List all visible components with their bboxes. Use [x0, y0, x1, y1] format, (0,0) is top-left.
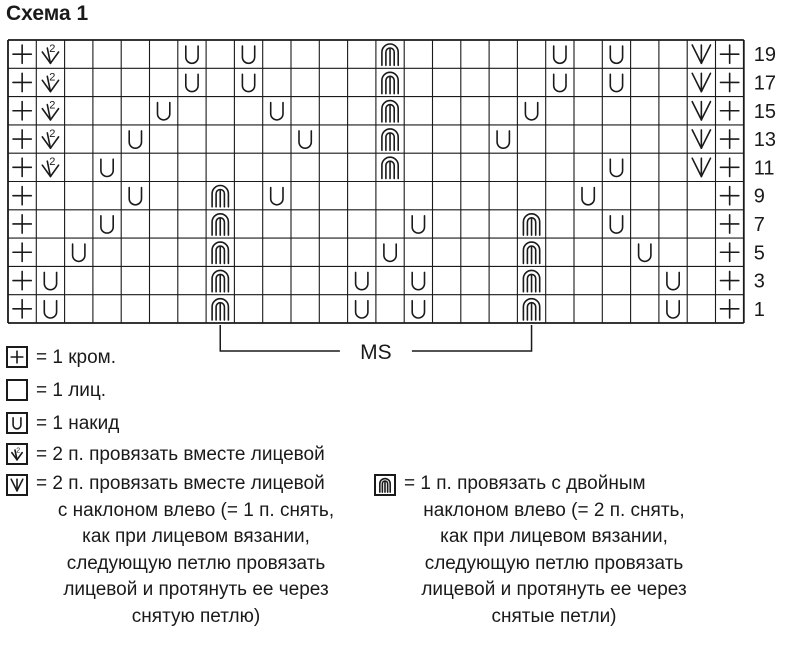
chart-cell: [659, 68, 687, 96]
chart-cell: [433, 68, 461, 96]
chart-cell: [93, 295, 121, 323]
chart-cell: [461, 40, 489, 68]
chart-cell: [348, 125, 376, 153]
chart-cell: [93, 40, 121, 68]
chart-cell: [178, 238, 206, 266]
chart-cell: [489, 295, 517, 323]
chart-cell: [489, 238, 517, 266]
edge-stitch-icon: [6, 346, 28, 368]
chart-cell: [234, 210, 262, 238]
chart-cell: [150, 40, 178, 68]
chart-cell: [517, 153, 545, 181]
chart-cell: [574, 238, 602, 266]
chart-cell: [178, 295, 206, 323]
chart-cell: [574, 295, 602, 323]
chart-cell: [489, 68, 517, 96]
chart-cell: [178, 153, 206, 181]
legend-line: = 1 п. провязать с двойным: [404, 473, 646, 494]
chart-cell: [206, 125, 234, 153]
chart-cell: [461, 182, 489, 210]
chart-cell: [631, 68, 659, 96]
chart-cell: [376, 266, 404, 294]
chart-cell: [36, 182, 64, 210]
chart-cell: [348, 182, 376, 210]
row-number: 15: [753, 100, 777, 123]
chart-cell: [404, 125, 432, 153]
legend-line: следующую петлю провязать: [424, 552, 684, 574]
legend-line: лицевой и протянуть ее через: [63, 579, 329, 600]
chart-cell: [574, 125, 602, 153]
row-number: 7: [753, 213, 765, 236]
svg-text:2: 2: [16, 447, 21, 455]
chart-cell: [348, 210, 376, 238]
chart-cell: [659, 210, 687, 238]
chart-cell: [461, 238, 489, 266]
legend-text: = 1 кром.: [36, 347, 117, 368]
legend-line: снятую петлю): [131, 605, 261, 627]
chart-cell: [517, 125, 545, 153]
legend-line: с наклоном влево (= 1 п. снять,: [57, 499, 335, 521]
chart-cell: [234, 238, 262, 266]
chart-cell: [319, 295, 347, 323]
chart-cell: [65, 210, 93, 238]
k2tog-icon: [6, 443, 28, 465]
chart-cell: [121, 97, 149, 125]
chart-cell: [433, 238, 461, 266]
chart-cell: [93, 125, 121, 153]
chart-cell: [546, 295, 574, 323]
chart-cell: [687, 266, 715, 294]
chart-cell: [546, 125, 574, 153]
chart-cell: [291, 295, 319, 323]
chart-cell: [291, 153, 319, 181]
chart-cell: [178, 125, 206, 153]
chart-cell: [404, 97, 432, 125]
chart-cell: [461, 295, 489, 323]
chart-cell: [461, 210, 489, 238]
chart-cell: [574, 210, 602, 238]
chart-cell: [291, 182, 319, 210]
legend-text: = 2 п. провязать вместе лицевой: [36, 444, 325, 465]
chart-cell: [206, 153, 234, 181]
chart-cell: [546, 153, 574, 181]
double-decrease-icon: [374, 474, 396, 496]
chart-cell: [433, 266, 461, 294]
chart-cell: [36, 238, 64, 266]
chart-cell: [602, 97, 630, 125]
chart-cell: [93, 68, 121, 96]
chart-cell: [574, 153, 602, 181]
chart-cell: [319, 97, 347, 125]
chart-cell: [348, 153, 376, 181]
chart-cell: [433, 125, 461, 153]
chart-cell: [433, 210, 461, 238]
chart-cell: [65, 125, 93, 153]
chart-cell: [602, 125, 630, 153]
chart-cell: [461, 153, 489, 181]
chart-cell: [687, 182, 715, 210]
chart-cell: [291, 238, 319, 266]
chart-cell: [291, 40, 319, 68]
chart-cell: [121, 153, 149, 181]
chart-cell: [348, 40, 376, 68]
chart-cell: [291, 68, 319, 96]
chart-cell: [659, 153, 687, 181]
chart-cell: [489, 182, 517, 210]
chart-cell: [319, 153, 347, 181]
ssk-icon: [6, 474, 28, 496]
chart-cell: [348, 68, 376, 96]
chart-cell: [150, 238, 178, 266]
legend-line: как при лицевом вязании,: [82, 526, 310, 547]
chart-cell: [631, 153, 659, 181]
row-number: 11: [753, 157, 775, 180]
chart-cell: [489, 210, 517, 238]
legend-line: лицевой и протянуть ее через: [421, 579, 687, 600]
chart-cell: [206, 40, 234, 68]
chart-cell: [150, 68, 178, 96]
chart-cell: [489, 97, 517, 125]
chart-cell: [93, 266, 121, 294]
chart-cell: [65, 182, 93, 210]
row-number: 13: [753, 129, 777, 152]
svg-text:2: 2: [49, 127, 56, 140]
yarn-over-icon: [6, 412, 28, 434]
chart-cell: [121, 295, 149, 323]
chart-cell: [348, 97, 376, 125]
chart-cell: [517, 182, 545, 210]
chart-cell: [234, 153, 262, 181]
chart-cell: [206, 97, 234, 125]
chart-cell: [319, 182, 347, 210]
chart-cell: [574, 266, 602, 294]
svg-text:2: 2: [49, 43, 56, 55]
chart-cell: [206, 68, 234, 96]
chart-cell: [263, 266, 291, 294]
chart-cell: [517, 68, 545, 96]
chart-cell: [631, 210, 659, 238]
row-numbers: [754, 44, 776, 321]
chart-cell: [489, 153, 517, 181]
legend-ssk-text: [36, 471, 356, 630]
chart-cell: [121, 40, 149, 68]
chart-cell: [404, 238, 432, 266]
chart-cell: [659, 97, 687, 125]
chart-cell: [319, 266, 347, 294]
chart-cell: [263, 125, 291, 153]
legend-line: наклоном влево (= 2 п. снять,: [423, 499, 685, 521]
chart-cell: [178, 210, 206, 238]
legend-dec-text: [404, 471, 704, 630]
chart-cell: [631, 40, 659, 68]
chart-cell: [65, 40, 93, 68]
chart-cell: [93, 238, 121, 266]
chart-cell: [546, 182, 574, 210]
chart-cell: [461, 266, 489, 294]
chart-cell: [263, 295, 291, 323]
chart-cell: [602, 266, 630, 294]
row-number: 9: [753, 185, 765, 208]
chart-cell: [687, 210, 715, 238]
chart-cell: [602, 182, 630, 210]
chart-cell: [263, 153, 291, 181]
chart-cell: [36, 210, 64, 238]
chart-cell: [602, 295, 630, 323]
chart-cell: [687, 238, 715, 266]
chart-cell: [263, 210, 291, 238]
chart-cell: [178, 266, 206, 294]
chart-cell: [631, 266, 659, 294]
chart-cell: [150, 125, 178, 153]
chart-cell: [546, 97, 574, 125]
chart-cell: [263, 238, 291, 266]
chart-cell: [150, 266, 178, 294]
knit-stitch-icon: [6, 379, 28, 401]
chart-cell: [376, 210, 404, 238]
chart-cell: [376, 182, 404, 210]
chart-cell: [263, 40, 291, 68]
chart-cell: [150, 210, 178, 238]
chart-cell: [93, 97, 121, 125]
chart-cell: [631, 182, 659, 210]
chart-cell: [404, 153, 432, 181]
chart-cell: [546, 266, 574, 294]
chart-cell: [659, 238, 687, 266]
chart-cell: [291, 210, 319, 238]
chart-cell: [659, 40, 687, 68]
chart-cell: [489, 40, 517, 68]
chart-cell: [687, 295, 715, 323]
chart-cell: [433, 295, 461, 323]
chart-cell: [65, 153, 93, 181]
chart-cell: [404, 68, 432, 96]
chart-cell: [574, 97, 602, 125]
chart-cell: [659, 182, 687, 210]
chart-cell: [291, 266, 319, 294]
repeat-label: MS: [360, 341, 392, 364]
chart-cell: [178, 182, 206, 210]
chart-cell: [461, 97, 489, 125]
chart-cell: [631, 125, 659, 153]
chart-cell: [150, 153, 178, 181]
row-number: 5: [753, 242, 765, 265]
chart-cell: [631, 97, 659, 125]
chart-cell: [404, 182, 432, 210]
row-number: 17: [753, 72, 777, 95]
chart-cell: [121, 266, 149, 294]
legend-line: = 2 п. провязать вместе лицевой: [36, 473, 325, 494]
row-number: 1: [753, 298, 765, 321]
svg-text:2: 2: [49, 156, 56, 169]
chart-cell: [319, 40, 347, 68]
chart-cell: [234, 295, 262, 323]
chart-cell: [121, 210, 149, 238]
row-number: 19: [753, 44, 777, 67]
chart-cell: [659, 125, 687, 153]
chart-cell: [150, 182, 178, 210]
chart-cell: [65, 68, 93, 96]
chart-cell: [319, 125, 347, 153]
chart-cell: [348, 238, 376, 266]
chart-cell: [65, 295, 93, 323]
chart-cell: [65, 97, 93, 125]
chart-cell: [546, 210, 574, 238]
row-number: 3: [753, 270, 765, 293]
chart-title: Схема 1: [6, 2, 89, 25]
chart-cell: [291, 97, 319, 125]
chart-cell: [546, 238, 574, 266]
chart-cell: [121, 238, 149, 266]
chart-cell: [517, 40, 545, 68]
svg-text:2: 2: [49, 71, 56, 84]
legend-text: = 1 накид: [36, 413, 120, 434]
chart-cell: [631, 295, 659, 323]
chart-cell: [433, 40, 461, 68]
chart-cell: [178, 97, 206, 125]
legend-line: снятые петли): [491, 605, 617, 627]
chart-cell: [234, 182, 262, 210]
chart-cell: [234, 125, 262, 153]
legend-line: следующую петлю провязать: [66, 552, 326, 574]
chart-cell: [574, 68, 602, 96]
chart-cell: [461, 125, 489, 153]
chart-cell: [602, 238, 630, 266]
chart-cell: [574, 40, 602, 68]
repeat-bracket: [220, 325, 531, 364]
chart-cell: [404, 40, 432, 68]
chart-cell: [319, 68, 347, 96]
chart-cell: [234, 97, 262, 125]
legend-text: = 1 лиц.: [36, 380, 107, 401]
chart-cell: [319, 210, 347, 238]
chart-cell: [263, 68, 291, 96]
chart-cell: [433, 153, 461, 181]
chart-cell: [150, 295, 178, 323]
chart-cell: [433, 97, 461, 125]
chart-cell: [121, 68, 149, 96]
chart-cell: [489, 266, 517, 294]
chart-cell: [234, 266, 262, 294]
chart-cell: [319, 238, 347, 266]
chart-cell: [461, 68, 489, 96]
chart-cell: [376, 295, 404, 323]
svg-text:2: 2: [49, 99, 56, 112]
chart-cell: [433, 182, 461, 210]
chart-cell: [65, 266, 93, 294]
chart-cell: [93, 182, 121, 210]
legend-line: как при лицевом вязании,: [440, 526, 668, 547]
